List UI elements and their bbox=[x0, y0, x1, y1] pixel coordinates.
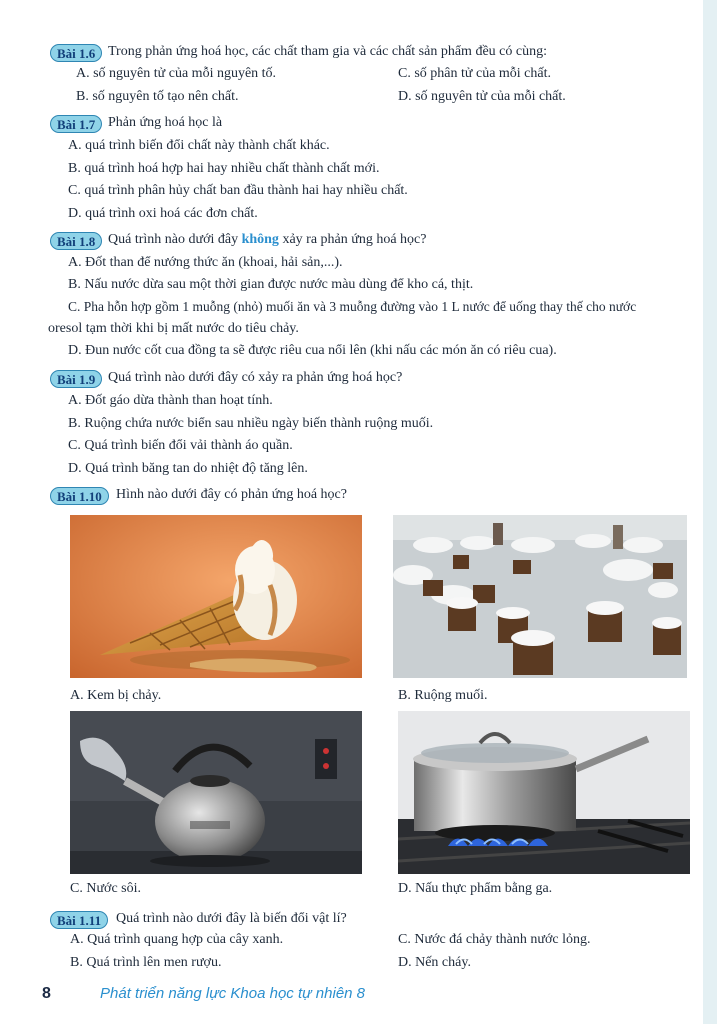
q18-option-d: D. Đun nước cốt cua đồng ta sẽ được riêu cua nổi lên (khi nấu các món ăn có riêu cua). bbox=[68, 343, 557, 358]
q111-option-d: D. Nến cháy. bbox=[398, 955, 471, 970]
q17-option-d: D. quá trình oxi hoá các đơn chất. bbox=[68, 206, 258, 221]
q17-option-b: B. quá trình hoá hợp hai hay nhiều chất thành chất mới. bbox=[68, 161, 380, 176]
q111-option-a: A. Quá trình quang hợp của cây xanh. bbox=[70, 932, 284, 947]
q18-badge: Bài 1.8 bbox=[50, 232, 102, 250]
q18-question-end: xảy ra phản ứng hoá học? bbox=[282, 232, 427, 247]
q16-option-c: C. số phân tử của mỗi chất. bbox=[398, 66, 552, 81]
q19-option-a: A. Đốt gáo dừa thành than hoạt tính. bbox=[68, 393, 273, 408]
q18-question bbox=[108, 232, 426, 248]
q19-option-c: C. Quá trình biến đổi vải thành áo quần. bbox=[68, 438, 293, 453]
q16-question: Trong phản ứng hoá học, các chất tham gia và các chất sản phẩm đều có cùng: bbox=[108, 44, 547, 59]
q18-option-a: A. Đốt than để nướng thức ăn (khoai, hải sản,...). bbox=[68, 255, 343, 270]
page-edge-strip bbox=[703, 0, 717, 1024]
q16-option-a: A. số nguyên tử của mỗi nguyên tố. bbox=[76, 66, 277, 81]
q18-question-start: Quá trình nào dưới đây bbox=[108, 232, 239, 247]
caption-c: C. Nước sôi. bbox=[70, 881, 141, 896]
q111-question: Quá trình nào dưới đây là biến đổi vật lí? bbox=[116, 911, 347, 926]
q18-option-b: B. Nấu nước dừa sau một thời gian được nước màu dùng để kho cá, thịt. bbox=[68, 277, 474, 292]
salt-field-image bbox=[393, 515, 687, 678]
q17-badge: Bài 1.7 bbox=[50, 115, 102, 133]
q111-badge: Bài 1.11 bbox=[50, 911, 108, 929]
q18-option-c: C. Pha hỗn hợp gồm 1 muỗng (nhỏ) muối ăn và 3 muỗng đường vào 1 L nước để uống thay thế cho nước bbox=[68, 299, 637, 314]
caption-a: A. Kem bị chảy. bbox=[70, 688, 162, 703]
q19-option-b: B. Ruộng chứa nước biển sau nhiều ngày biến thành ruộng muối. bbox=[68, 416, 434, 431]
book-title: Phát triển năng lực Khoa học tự nhiên 8 bbox=[100, 985, 366, 1002]
gas-stove-pot-image bbox=[398, 711, 690, 874]
page-number: 8 bbox=[42, 985, 51, 1002]
boiling-kettle-image bbox=[70, 711, 362, 874]
q19-option-d: D. Quá trình băng tan do nhiệt độ tăng lên. bbox=[68, 461, 308, 476]
q110-badge: Bài 1.10 bbox=[50, 487, 109, 505]
q111-option-c: C. Nước đá chảy thành nước lỏng. bbox=[398, 932, 591, 947]
q18-highlight-word: không bbox=[241, 232, 279, 247]
melting-ice-cream-image bbox=[70, 515, 362, 678]
q19-question: Quá trình nào dưới đây có xảy ra phản ứng hoá học? bbox=[108, 370, 403, 385]
q17-question: Phản ứng hoá học là bbox=[108, 115, 223, 130]
q18-option-c-cont: oresol tạm thời khi bị mất nước do tiêu chảy. bbox=[48, 321, 299, 336]
caption-d: D. Nấu thực phẩm bằng ga. bbox=[398, 881, 553, 896]
q16-option-d: D. số nguyên tử của mỗi chất. bbox=[398, 89, 566, 104]
q110-question: Hình nào dưới đây có phản ứng hoá học? bbox=[116, 487, 347, 502]
q19-badge: Bài 1.9 bbox=[50, 370, 102, 388]
q17-option-a: A. quá trình biến đổi chất này thành chất khác. bbox=[68, 138, 330, 153]
q17-option-c: C. quá trình phân hủy chất ban đầu thành hai hay nhiều chất. bbox=[68, 183, 408, 198]
q16-option-b: B. số nguyên tố tạo nên chất. bbox=[76, 89, 239, 104]
caption-b: B. Ruộng muối. bbox=[398, 688, 488, 703]
q111-option-b: B. Quá trình lên men rượu. bbox=[70, 955, 222, 970]
q16-badge: Bài 1.6 bbox=[50, 44, 102, 62]
